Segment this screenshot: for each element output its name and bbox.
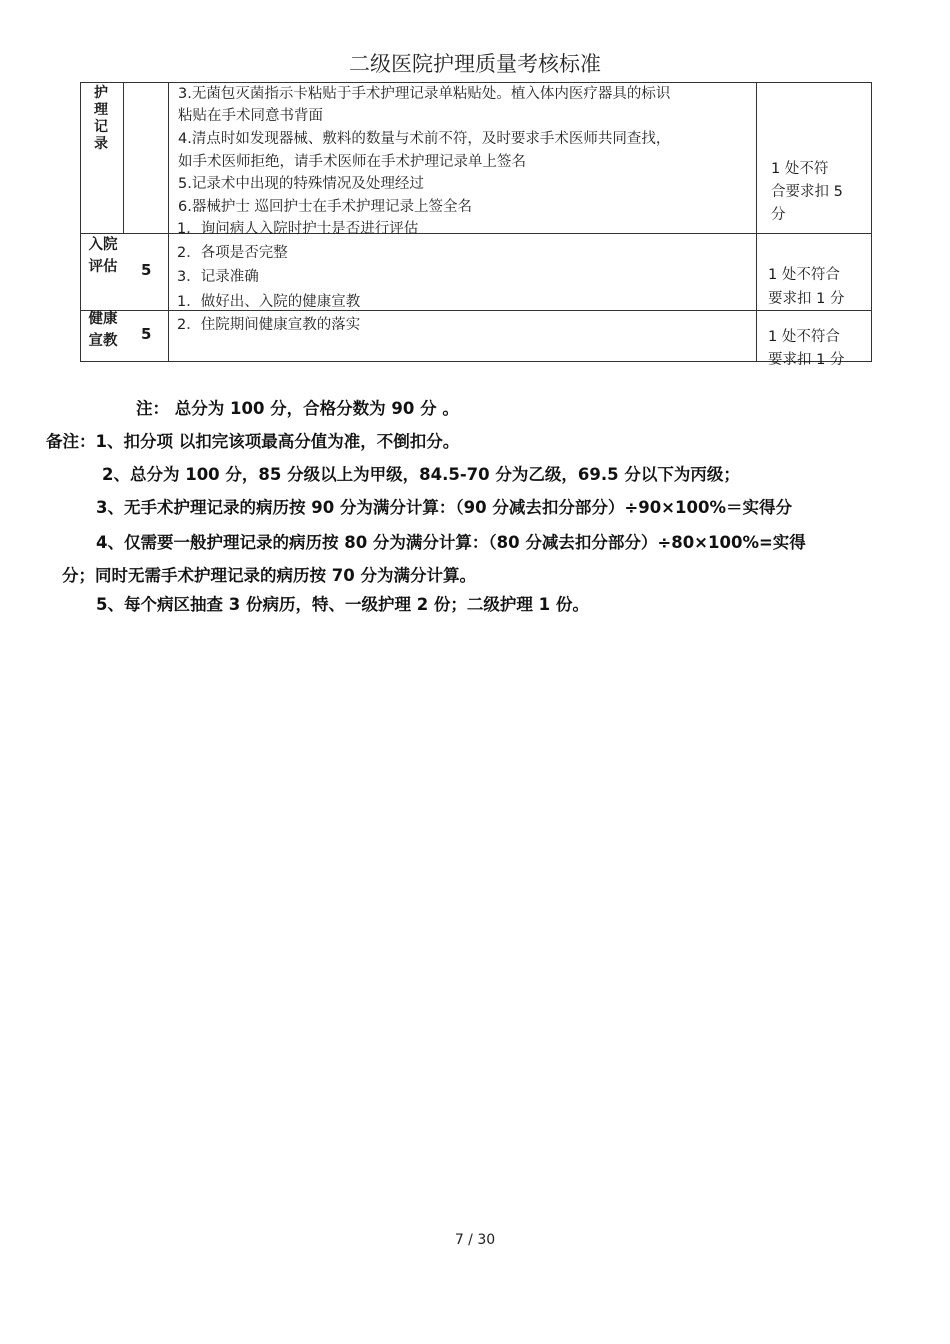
table-border-left <box>80 82 81 362</box>
table-border-right <box>871 82 872 362</box>
category-label-nursing-record: 护理记录 <box>94 85 108 152</box>
table-border-bottom <box>80 361 872 362</box>
criteria-item: 2．各项是否完整 <box>177 245 288 261</box>
criteria-item: 3．记录准确 <box>177 269 259 285</box>
deduction-line: 1 处不符合 <box>768 329 840 345</box>
category-label-line: 评估 <box>88 259 118 275</box>
deduction-line: 1 处不符 <box>771 161 829 177</box>
score-admission-assessment: 5 <box>141 261 152 279</box>
criteria-item: 1．做好出、入院的健康宣教 <box>177 294 361 310</box>
column-divider <box>756 82 757 362</box>
remark-item: 5、每个病区抽查 3 份病历，特、一级护理 2 份；二级护理 1 份。 <box>96 595 589 614</box>
criteria-item: 2．住院期间健康宣教的落实 <box>177 317 361 333</box>
criteria-item: 1．询问病人入院时护士是否进行评估 <box>177 221 419 237</box>
category-label-line: 健康 <box>88 311 118 327</box>
deduction-line: 合要求扣 5 <box>771 184 843 200</box>
remark-item: 2、总分为 100 分，85 分级以上为甲级，84.5-70 分为乙级，69.5 分以下为丙级； <box>102 465 740 484</box>
criteria-item: 6.器械护士 巡回护士在手术护理记录上签全名 <box>178 199 472 215</box>
criteria-item: 粘贴在手术同意书背面 <box>178 108 323 124</box>
column-divider <box>168 82 169 362</box>
deduction-line: 要求扣 1 分 <box>768 291 845 307</box>
page-number: 7 / 30 <box>454 1232 496 1248</box>
criteria-item: 5.记录术中出现的特殊情况及处理经过 <box>178 176 424 192</box>
category-label-admission-assessment <box>83 234 123 278</box>
page-title: 二级医院护理质量考核标准 <box>349 52 601 76</box>
remark-item: 备注：1、扣分项 以扣完该项最高分值为准，不倒扣分。 <box>46 432 460 451</box>
score-health-education: 5 <box>141 325 152 343</box>
criteria-item: 4.清点时如发现器械、敷料的数量与术前不符，及时要求手术医师共同查找， <box>178 131 671 147</box>
category-label-health-education <box>83 308 123 352</box>
remark-item: 3、无手术护理记录的病历按 90 分为满分计算：（90 分减去扣分部分）÷90×100%＝实得分 <box>96 498 792 517</box>
deduction-line: 1 处不符合 <box>768 267 840 283</box>
remark-item: 分；同时无需手术护理记录的病历按 70 分为满分计算。 <box>62 566 476 585</box>
category-label-line: 宣教 <box>88 333 118 349</box>
criteria-item: 3.无菌包灭菌指示卡粘贴于手术护理记录单粘贴处。植入体内医疗器具的标识 <box>178 86 671 102</box>
criteria-item: 如手术医师拒绝，请手术医师在手术护理记录单上签名 <box>178 154 526 170</box>
total-score-note: 注： 总分为 100 分，合格分数为 90 分 。 <box>136 399 459 418</box>
assessment-table <box>80 82 872 368</box>
deduction-line: 分 <box>771 207 786 223</box>
category-label-line: 入院 <box>88 237 118 253</box>
column-divider <box>123 82 124 234</box>
deduction-line: 要求扣 1 分 <box>768 352 845 368</box>
remark-item: 4、仅需要一般护理记录的病历按 80 分为满分计算：（80 分减去扣分部分）÷80×100%=实得 <box>96 533 806 552</box>
